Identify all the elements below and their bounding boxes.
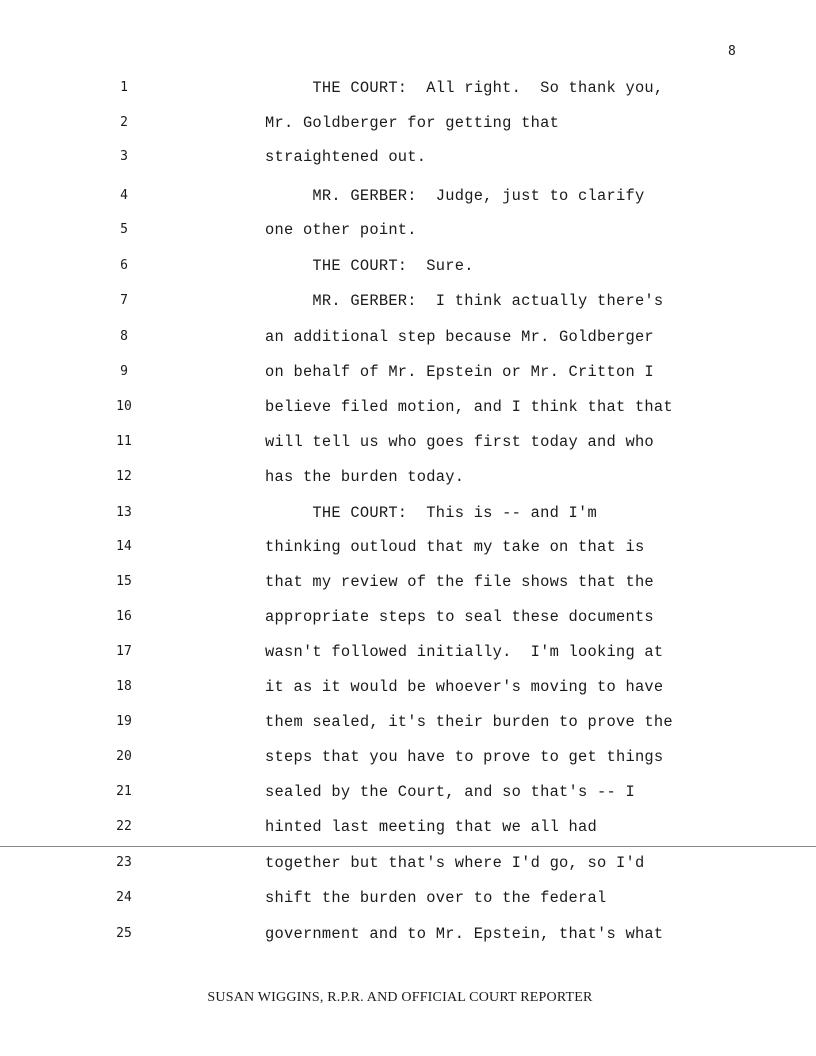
transcript-line <box>0 397 816 417</box>
line-number: 7 <box>120 293 128 308</box>
line-text: THE COURT: All right. So thank you, <box>265 79 664 97</box>
line-number: 20 <box>116 749 132 764</box>
line-number: 16 <box>116 609 132 624</box>
line-number: 17 <box>116 644 132 659</box>
transcript-line <box>0 607 816 627</box>
transcript-line <box>0 853 816 873</box>
line-text: steps that you have to prove to get things <box>265 748 664 766</box>
line-number: 12 <box>116 469 132 484</box>
line-number: 9 <box>120 364 128 379</box>
footer-reporter-credit: SUSAN WIGGINS, R.P.R. AND OFFICIAL COURT REPORTER <box>207 990 593 1005</box>
transcript-line <box>0 113 816 133</box>
line-text: appropriate steps to seal these documents <box>265 608 654 626</box>
line-number: 4 <box>120 188 128 203</box>
transcript-line <box>0 186 816 206</box>
line-text: has the burden today. <box>265 468 465 486</box>
line-text: MR. GERBER: Judge, just to clarify <box>265 187 645 205</box>
line-text: Mr. Goldberger for getting that <box>265 114 560 132</box>
page-number: 8 <box>728 44 736 59</box>
transcript-line <box>0 924 816 944</box>
transcript-line <box>0 537 816 557</box>
transcript-line <box>0 256 816 276</box>
line-number: 18 <box>116 679 132 694</box>
transcript-line <box>0 817 816 837</box>
line-text: that my review of the file shows that the <box>265 573 654 591</box>
line-text: government and to Mr. Epstein, that's what <box>265 925 664 943</box>
line-text: wasn't followed initially. I'm looking at <box>265 643 664 661</box>
transcript-line <box>0 503 816 523</box>
footer <box>0 990 816 1006</box>
line-text: THE COURT: Sure. <box>265 257 474 275</box>
line-number: 1 <box>120 80 128 95</box>
line-number: 21 <box>116 784 132 799</box>
transcript-line <box>0 572 816 592</box>
scan-divider-line <box>0 846 816 847</box>
transcript-line <box>0 888 816 908</box>
transcript-line <box>0 642 816 662</box>
transcript-line <box>0 291 816 311</box>
line-text: it as it would be whoever's moving to have <box>265 678 664 696</box>
line-number: 6 <box>120 258 128 273</box>
transcript-line <box>0 467 816 487</box>
transcript-line <box>0 147 816 167</box>
transcript-line <box>0 432 816 452</box>
line-number: 5 <box>120 222 128 237</box>
line-number: 24 <box>116 890 132 905</box>
transcript-line <box>0 327 816 347</box>
transcript-line <box>0 747 816 767</box>
line-number: 10 <box>116 399 132 414</box>
line-number: 25 <box>116 926 132 941</box>
line-text: one other point. <box>265 221 417 239</box>
transcript-line <box>0 362 816 382</box>
transcript-line <box>0 782 816 802</box>
line-text: straightened out. <box>265 148 427 166</box>
line-text: on behalf of Mr. Epstein or Mr. Critton I <box>265 363 654 381</box>
line-text: will tell us who goes first today and who <box>265 433 654 451</box>
transcript-line <box>0 78 816 98</box>
transcript-line <box>0 677 816 697</box>
line-text: together but that's where I'd go, so I'd <box>265 854 645 872</box>
line-text: hinted last meeting that we all had <box>265 818 598 836</box>
line-number: 3 <box>120 149 128 164</box>
line-number: 15 <box>116 574 132 589</box>
line-text: MR. GERBER: I think actually there's <box>265 292 664 310</box>
line-text: THE COURT: This is -- and I'm <box>265 504 598 522</box>
line-number: 23 <box>116 855 132 870</box>
line-text: shift the burden over to the federal <box>265 889 607 907</box>
line-text: sealed by the Court, and so that's -- I <box>265 783 635 801</box>
line-number: 2 <box>120 115 128 130</box>
line-text: believe filed motion, and I think that that <box>265 398 673 416</box>
transcript-line <box>0 712 816 732</box>
line-number: 22 <box>116 819 132 834</box>
line-number: 11 <box>116 434 132 449</box>
line-number: 13 <box>116 505 132 520</box>
line-number: 19 <box>116 714 132 729</box>
transcript-line <box>0 220 816 240</box>
line-text: thinking outloud that my take on that is <box>265 538 645 556</box>
line-text: an additional step because Mr. Goldberger <box>265 328 654 346</box>
line-number: 8 <box>120 329 128 344</box>
line-text: them sealed, it's their burden to prove the <box>265 713 673 731</box>
line-number: 14 <box>116 539 132 554</box>
